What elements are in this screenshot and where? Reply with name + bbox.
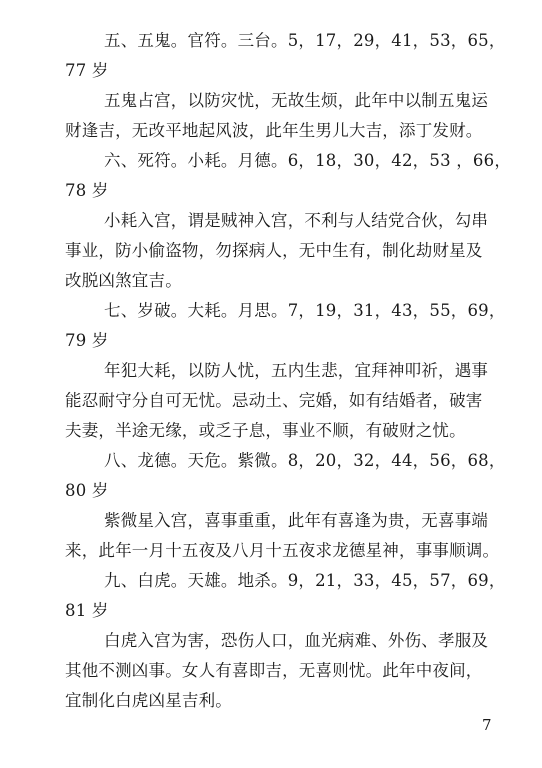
section-6-body-line-2: 事业，防小偷盗物，勿探病人，无中生有，制化劫财星及 <box>65 241 483 260</box>
section-5-body-line-1: 五鬼占宫，以防灾忧，无故生烦，此年中以制五鬼运 <box>104 91 489 110</box>
section-5-heading-line-1: 五、五鬼。官符。三台。5，17，29，41，53，65， <box>104 31 506 50</box>
section-9-body-line-3: 宜制化白虎凶星吉利。 <box>65 691 232 710</box>
section-9-heading-line-1: 九、白虎。天雄。地杀。9，21，33，45，57，69， <box>104 571 506 590</box>
section-6-heading-line-1: 六、死符。小耗。月德。6，18，30，42，53 ，66， <box>104 151 512 170</box>
section-7-body-line-2: 能忍耐守分自可无忧。忌动土、完婚，如有结婚者，破害 <box>65 391 483 410</box>
section-7-heading-line-1: 七、岁破。大耗。月思。7，19，31，43，55，69， <box>104 301 506 320</box>
section-8-body-line-2: 来，此年一月十五夜及八月十五夜求龙德星神，事事顺调。 <box>65 541 500 560</box>
section-8-heading-line-2: 80 岁 <box>65 481 109 500</box>
section-6-body-line-3: 改脱凶煞宜吉。 <box>65 271 182 290</box>
section-8-body-line-1: 紫微星入宫，喜事重重，此年有喜逢为贵，无喜事端 <box>104 511 489 530</box>
section-6-body-line-1: 小耗入宫，谓是贼神入宫，不利与人结党合伙，勾串 <box>104 211 489 230</box>
page-number: 7 <box>482 716 492 734</box>
section-9-body-line-2: 其他不测凶事。女人有喜即吉，无喜则忧。此年中夜间， <box>65 661 483 680</box>
section-9-heading-line-2: 81 岁 <box>65 601 109 620</box>
section-5-body-line-2: 财逢吉，无改平地起风波，此年生男儿大吉，添丁发财。 <box>65 121 483 140</box>
section-7-heading-line-2: 79 岁 <box>65 331 109 350</box>
section-7-body-line-1: 年犯大耗，以防人忧，五内生悲，宜拜神叩祈，遇事 <box>104 361 489 380</box>
section-6-heading-line-2: 78 岁 <box>65 181 109 200</box>
section-7-body-line-3: 夫妻，半途无缘，或乏子息，事业不顺，有破财之忧。 <box>65 421 466 440</box>
section-9-body-line-1: 白虎入宫为害，恐伤人口，血光病难、外伤、孝服及 <box>104 631 489 650</box>
section-8-heading-line-1: 八、龙德。天危。紫微。8，20，32，44，56，68， <box>104 451 506 470</box>
section-5-heading-line-2: 77 岁 <box>65 61 109 80</box>
